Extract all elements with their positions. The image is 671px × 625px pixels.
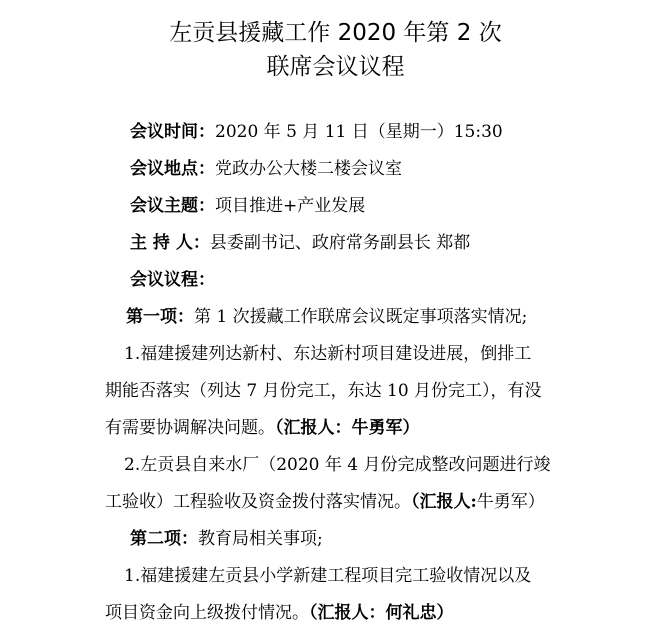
agenda-1-point-2-line-2 <box>105 490 545 514</box>
agenda-2-point-1-line-2 <box>105 601 454 625</box>
meeting-host-row <box>130 231 470 255</box>
agenda-1-point-2-reporter-name: 牛勇军） <box>476 492 545 512</box>
meeting-place-value: 党政办公大楼二楼会议室 <box>215 159 402 179</box>
agenda-item-2-row <box>130 527 323 551</box>
meeting-time-row <box>130 120 503 144</box>
meeting-host-value: 县委副书记、政府常务副县长 郑都 <box>209 233 471 253</box>
meeting-time-value: 2020 年 5 月 11 日（星期一）15:30 <box>215 122 503 142</box>
agenda-1-point-1-reporter: （汇报人：牛勇军） <box>275 418 420 438</box>
agenda-2-point-1-text: 项目资金向上级拨付情况。 <box>105 603 309 623</box>
agenda-2-point-1-reporter: （汇报人：何礼忠） <box>309 603 454 623</box>
agenda-1-point-2-reporter-label: （汇报人: <box>411 492 477 512</box>
agenda-1-point-1-line-2: 期能否落实（列达 7 月份完工，东达 10 月份完工），有没 <box>105 381 542 401</box>
agenda-item-2-label: 第二项： <box>130 529 198 549</box>
meeting-theme-value: 项目推进+产业发展 <box>215 196 366 216</box>
agenda-1-point-2-text: 工验收）工程验收及资金拨付落实情况。 <box>105 492 411 512</box>
agenda-item-1-text: 第 1 次援藏工作联席会议既定事项落实情况; <box>194 307 528 327</box>
meeting-time-label: 会议时间： <box>130 122 215 142</box>
agenda-1-point-1-text: 有需要协调解决问题。 <box>105 418 275 438</box>
meeting-host-label: 主 持 人： <box>130 233 210 253</box>
agenda-item-1-row <box>126 305 527 329</box>
meeting-agenda-row <box>130 268 215 292</box>
meeting-agenda-label: 会议议程： <box>130 270 215 290</box>
agenda-1-point-1-line-3 <box>105 416 420 440</box>
meeting-theme-row <box>130 194 365 218</box>
meeting-place-row <box>130 157 402 181</box>
agenda-1-point-1-line-1: 1.福建援建列达新村、东达新村项目建设进展，倒排工 <box>124 344 532 364</box>
meeting-theme-label: 会议主题： <box>130 196 215 216</box>
agenda-item-2-text: 教育局相关事项; <box>198 529 323 549</box>
agenda-1-point-2-line-1: 2.左贡县自来水厂（2020 年 4 月份完成整改问题进行竣 <box>124 455 551 475</box>
agenda-item-1-label: 第一项： <box>126 307 194 327</box>
title-line-2: 联席会议议程 <box>266 54 405 80</box>
meeting-place-label: 会议地点： <box>130 159 215 179</box>
title-line-1: 左贡县援藏工作 2020 年第 2 次 <box>169 20 502 46</box>
agenda-2-point-1-line-1: 1.福建援建左贡县小学新建工程项目完工验收情况以及 <box>124 566 532 586</box>
